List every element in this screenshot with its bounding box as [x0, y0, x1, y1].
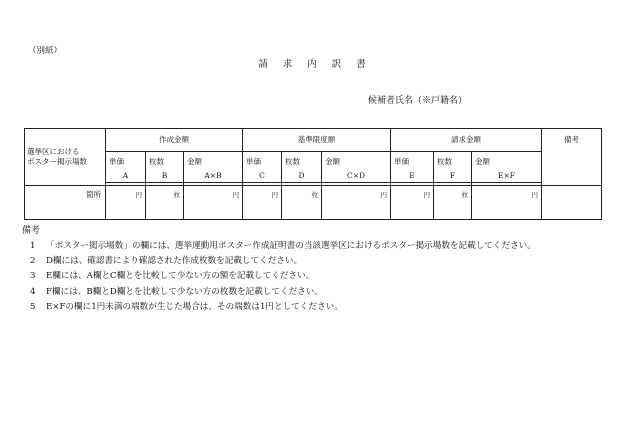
- amount-label: 金額: [475, 157, 490, 166]
- note-text: E×Fの欄に1円未満の端数が生じた場合は、その端数は1円としてください。: [46, 302, 343, 312]
- annex-label: （別紙）: [28, 46, 63, 56]
- column-a-label: A: [122, 171, 129, 180]
- yen-unit: 円: [423, 191, 430, 199]
- standard-limit-header: 基準限度額: [297, 135, 336, 144]
- note-item: [30, 285, 323, 297]
- site-count-unit: 箇所: [86, 190, 101, 199]
- column-e-label: E: [409, 171, 415, 180]
- unit-price-label: 単価: [109, 157, 124, 166]
- yen-unit: 円: [135, 191, 142, 199]
- sheets-unit: 枚: [461, 191, 468, 199]
- note-item: [30, 254, 302, 266]
- claim-breakdown-table: [24, 128, 602, 220]
- unit-price-label: 単価: [394, 157, 409, 166]
- note-item: [30, 269, 314, 281]
- note-number: 1: [30, 241, 36, 251]
- note-number: 4: [30, 287, 36, 297]
- note-item: [30, 239, 536, 251]
- amount-label: 金額: [187, 157, 202, 166]
- yen-unit: 円: [531, 191, 538, 199]
- note-number: 2: [30, 256, 36, 266]
- note-text: D欄には、確認書により確認された作成枚数を記載してください。: [46, 256, 303, 266]
- sheets-unit: 枚: [311, 191, 318, 199]
- column-exf-label: E×F: [498, 171, 515, 180]
- count-label: 枚数: [285, 157, 300, 166]
- column-d-label: D: [298, 171, 305, 180]
- note-item: [30, 300, 343, 312]
- yen-unit: 円: [232, 191, 239, 199]
- document-title: 請 求 内 訳 書: [258, 59, 372, 70]
- notes-heading: 備考: [22, 226, 41, 236]
- note-text: E欄には、A欄とC欄とを比較して少ない方の額を記載してください。: [46, 271, 315, 281]
- note-number: 3: [30, 271, 36, 281]
- column-axb-label: A×B: [204, 171, 222, 180]
- column-cxd-label: C×D: [346, 171, 366, 180]
- unit-price-label: 単価: [246, 157, 261, 166]
- sheets-unit: 枚: [173, 191, 180, 199]
- note-number: 5: [30, 302, 36, 312]
- column-c-label: C: [259, 171, 265, 180]
- yen-unit: 円: [380, 191, 387, 199]
- note-text: F欄には、B欄とD欄とを比較して少ない方の枚数を記載してください。: [46, 287, 323, 297]
- candidate-name-label: 候補者氏名（※戸籍名）: [368, 96, 468, 106]
- yen-unit: 円: [271, 191, 278, 199]
- poster-site-count-header: 選挙区における ポスター掲示場数: [27, 147, 87, 166]
- count-label: 枚数: [149, 157, 164, 166]
- production-amount-header: 作成金額: [159, 135, 189, 144]
- count-label: 枚数: [437, 157, 452, 166]
- remarks-header: 備考: [564, 135, 579, 144]
- column-b-label: B: [161, 171, 168, 180]
- note-text: 「ポスター掲示場数」の欄には、選挙運動用ポスター作成証明書の当該選挙区におけるポスター掲示場数を記載してください。: [46, 241, 536, 251]
- column-f-label: F: [449, 171, 456, 180]
- claim-amount-header: 請求金額: [451, 135, 481, 144]
- amount-label: 金額: [325, 157, 340, 166]
